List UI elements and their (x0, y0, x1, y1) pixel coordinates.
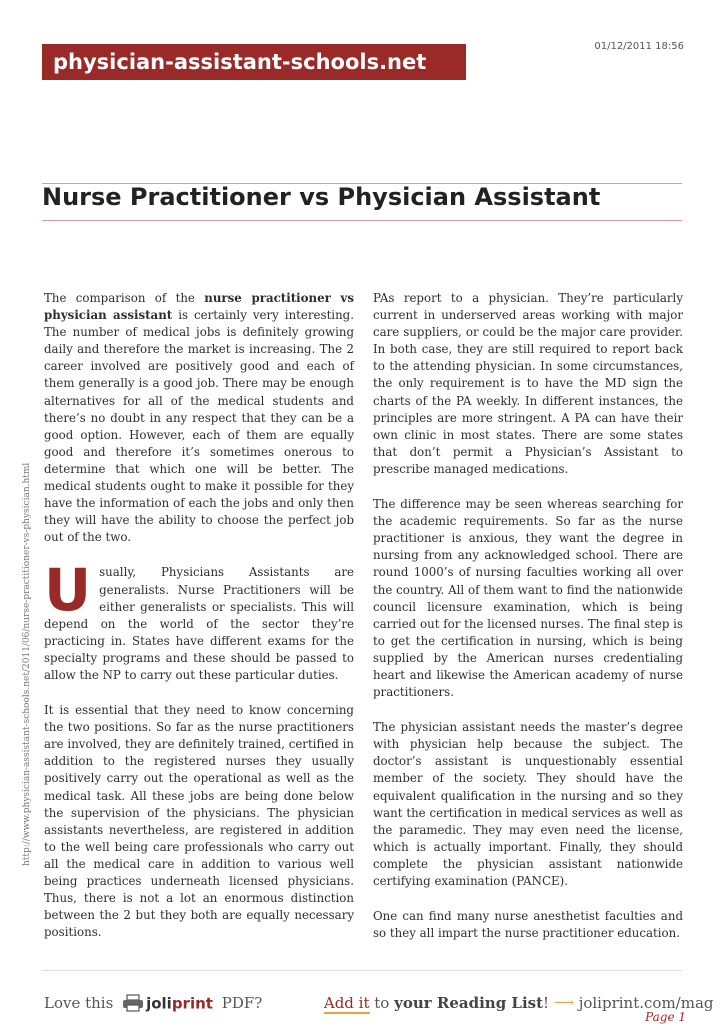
drop-cap: U (44, 556, 92, 625)
love-this-text: Love this (44, 994, 114, 1012)
paragraph-1: The comparison of the nurse practitioner vs physician assistant is certainly very interesting. The number of medical jobs is definitely growing daily and therefore the market is increasing. The 2 career involved are positively good and each of them generally is a good job. There may be enough alternatives for all of the medical students and there’s no doubt in any respect that they can be a good option. However, each of them are equally good and therefore it’s sometimes onerous to determine that which one will be better. The medical students ought to make it possible for they have the information of each the jobs and only then they will have the ability to choose the perfect job out of the two. (44, 291, 354, 545)
timestamp: 01/12/2011 18:56 (594, 41, 684, 52)
pdf-text: PDF? (221, 994, 263, 1012)
footer-rule (42, 970, 682, 971)
keyword-bold: nurse practitioner vs physician assistant (44, 291, 354, 323)
reading-list-text: your Reading List (394, 994, 544, 1012)
paragraph-3: It is essential that they need to know concerning the two positions. So far as the nurse practitioners are involved, they are definitely trained, certified in addition to the registered nurses they usually positively carry out the operational as well as the medical task. All these jobs are being done below the supervision of the physicians. The physician assistants nevertheless, are registered in addition to the well being care professionals who carry out all the medical care in addition to various well being practices underneath licensed physicians. Thus, there is not a lot an enormous distinction between the 2 but they both are equally necessary positions. (44, 703, 354, 940)
site-banner: physician-assistant-schools.net (42, 44, 466, 80)
joliprint-logo[interactable]: joliprint (122, 994, 213, 1013)
joliprint-site-link[interactable]: joliprint.com/mag (578, 994, 714, 1012)
paragraph-2: Usually, Physicians Assistants are generalists. Nurse Practitioners will be either generalists or specialists. This will depend on the world of the sector they’re practicing in. States have different exams for the specialty programs and these should be passed to allow the NP to carry out these particular duties. (44, 556, 354, 682)
printer-icon (122, 994, 144, 1012)
arrow-icon: ⟶ (553, 995, 574, 1011)
title-rule-bottom (42, 220, 682, 221)
footer: Love this joliprint PDF? Add it to your Reading List! ⟶ joliprint.com/mag (44, 994, 714, 1013)
add-it-link[interactable]: Add it (323, 994, 370, 1012)
column-left (44, 290, 354, 959)
paragraph-5: The difference may be seen whereas searching for the academic requirements. So far as the nurse practitioner is anxious, they want the degree in nursing from any acknowledged school. There are round 1000’s of nursing faculties working all over the country. All of them want to find the nationwide council licensure examination, which is being carried out for the licensed nurses. The final step is to get the certification in nursing, which is being supplied by the American nurses credentialing heart and likewise the American academy of nurse practitioners. (373, 497, 683, 700)
column-right (373, 290, 683, 960)
side-url: http://www.physician-assistant-schools.net/2011/06/nurse-practitioner-vs-physician.html (22, 462, 32, 866)
paragraph-7: One can find many nurse anesthetist faculties and so they all impart the nurse practitioner education. (373, 909, 683, 941)
article-title: Nurse Practitioner vs Physician Assistant (42, 183, 601, 211)
paragraph-6: The physician assistant needs the master’s degree with physician help because the subject. The doctor’s assistant is unquestionably essential member of the society. They should have the equivalent qualification in the nursing and so they want the certification in medical services as well as the paramedic. They may even need the license, which is actually important. Finally, they should complete the physician assistant nationwide certifying examination (PANCE). (373, 720, 683, 888)
paragraph-4: PAs report to a physician. They’re particularly current in underserved areas working with major care suppliers, or could be the major care provider. In both case, they are still required to report back to the attending physician. In some circumstances, the only requirement is to have the MD sign the charts of the PA weekly. In different instances, the principles are more stringent. A PA can have their own clinic in most states. There are some states that don’t permit a Physician’s Assistant to prescribe managed medications. (373, 291, 683, 476)
page-number: Page 1 (645, 1010, 686, 1024)
